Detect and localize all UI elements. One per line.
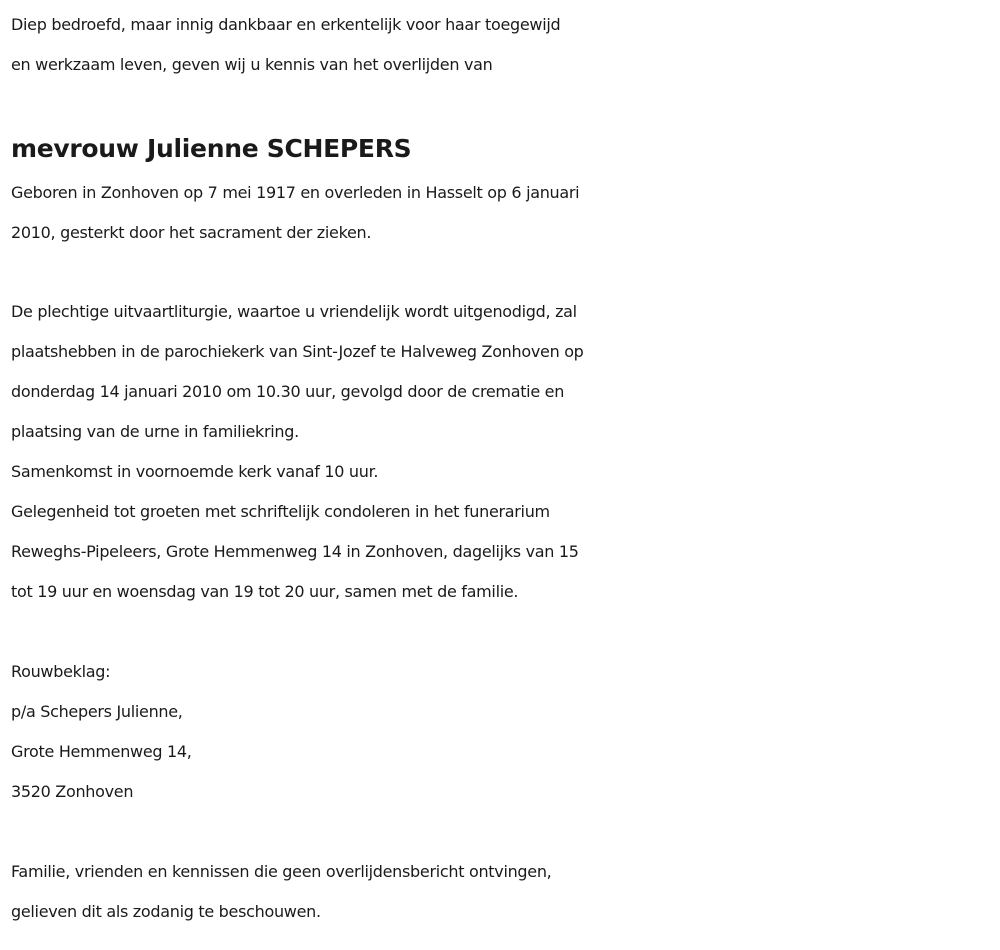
deceased-name-block [11,125,996,173]
intro-paragraph [11,5,996,85]
visitation-line: tot 19 uur en woensdag van 19 tot 20 uur, samen met de familie. [11,582,519,601]
birth-death-paragraph [11,173,996,253]
address-line: p/a Schepers Julienne, [11,702,183,721]
funeral-line: donderdag 14 januari 2010 om 10.30 uur, gevolgd door de crematie en [11,382,565,401]
visitation-line: Gelegenheid tot groeten met schriftelijk condoleren in het funerarium [11,502,550,521]
spacer [11,612,996,652]
spacer [11,812,996,852]
spacer [11,253,996,292]
condolence-address [11,652,996,812]
closing-line: gelieven dit als zodanig te beschouwen. [11,902,321,921]
closing-line: Familie, vrienden en kennissen die geen overlijdensbericht ontvingen, [11,862,552,881]
funeral-paragraph [11,292,996,612]
closing-paragraph [11,852,996,932]
address-line: 3520 Zonhoven [11,782,134,801]
visitation-line: Reweghs-Pipeleers, Grote Hemmenweg 14 in Zonhoven, dagelijks van 15 [11,542,579,561]
funeral-line: plaatshebben in de parochiekerk van Sint-Jozef te Halveweg Zonhoven op [11,342,584,361]
spacer [11,85,996,125]
condolence-heading: Rouwbeklag: [11,662,111,681]
birth-death-line: Geboren in Zonhoven op 7 mei 1917 en overleden in Hasselt op 6 januari [11,183,580,202]
intro-line: Diep bedroefd, maar innig dankbaar en erkentelijk voor haar toegewijd [11,15,561,34]
address-line: Grote Hemmenweg 14, [11,742,192,761]
funeral-line: De plechtige uitvaartliturgie, waartoe u vriendelijk wordt uitgenodigd, zal [11,302,577,321]
intro-line: en werkzaam leven, geven wij u kennis van het overlijden van [11,55,493,74]
funeral-line: plaatsing van de urne in familiekring. [11,422,299,441]
deceased-name: mevrouw Julienne SCHEPERS [11,134,412,163]
obituary-notice [11,5,996,932]
gathering-line: Samenkomst in voornoemde kerk vanaf 10 uur. [11,462,379,481]
birth-death-line: 2010, gesterkt door het sacrament der zieken. [11,223,372,242]
